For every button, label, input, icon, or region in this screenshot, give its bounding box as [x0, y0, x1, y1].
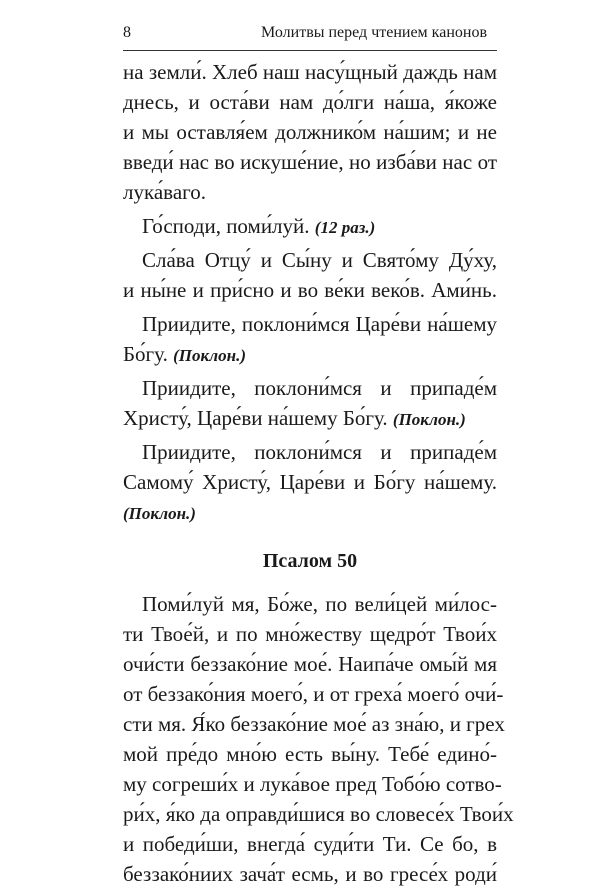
- text-line: Приидите, поклони́мся Царе́ви на́шему: [142, 312, 497, 336]
- text-line: Приидите, поклони́мся и припаде́м: [142, 440, 497, 464]
- text-line: очи́сти беззако́ние мое́. Наипа́че омы́й мя: [123, 652, 497, 676]
- text-line: [123, 211, 497, 241]
- rubric-note: (12 раз.): [314, 218, 376, 237]
- text-line: на земли́. Хлеб наш насу́щный даждь нам: [123, 60, 497, 84]
- page-number: 8: [123, 24, 131, 41]
- text-line: лука́ваго.: [123, 180, 206, 204]
- text-line: Самому́ Христу́, Царе́ви и Бо́гу на́шему.: [123, 470, 497, 494]
- text-line: мой пре́до мно́ю есть вы́ну. Тебе́ едино́-: [123, 742, 497, 766]
- text-line: Приидите, поклони́мся и припаде́м: [142, 376, 497, 400]
- prayer-phrase: Го́споди, поми́луй.: [142, 214, 310, 238]
- text-line: ти Твое́й, и по мно́жеству щедро́т Твои́х: [123, 622, 497, 646]
- text-line: [123, 339, 497, 369]
- psalm-heading: Псалом 50: [262, 550, 358, 572]
- prayer-phrase: Бо́гу.: [123, 342, 168, 366]
- rubric-note: (Поклон.): [123, 504, 196, 523]
- text-line: Сла́ва Отцу́ и Сы́ну и Свято́му Ду́ху,: [142, 248, 497, 272]
- text-line: введи́ нас во искуше́ние, но изба́ви нас от: [123, 150, 497, 174]
- text-line: днесь, и оста́ви нам до́лги на́ша, я́коже: [123, 90, 497, 114]
- rubric-note: (Поклон.): [392, 410, 466, 429]
- prayer-phrase: Христу́, Царе́ви на́шему Бо́гу.: [123, 406, 388, 430]
- text-line: сти мя. Я́ко беззако́ние мое́ аз зна́ю, и грех: [123, 712, 505, 736]
- text-line: от беззако́ния моего́, и от греха́ моего́ очи́-: [123, 682, 504, 706]
- text-line: и ны́не и при́сно и во ве́ки веко́в. Ами́нь.: [123, 278, 497, 302]
- text-line: [123, 497, 497, 527]
- running-title: Молитвы перед чтением канонов: [261, 24, 487, 41]
- running-header: [123, 20, 497, 51]
- prayer-text: [123, 57, 514, 889]
- text-line: беззако́ниих зача́т есмь, и во гресе́х роди́: [123, 862, 497, 886]
- text-line: и мы оставля́ем должнико́м на́шим; и не: [123, 120, 497, 144]
- text-line: ри́х, я́ко да оправди́шися во словесе́х Твои́х: [123, 802, 514, 826]
- text-line: му согреши́х и лука́вое пред Тобо́ю сотво-: [123, 772, 502, 796]
- text-line: [123, 403, 497, 433]
- text-line: Поми́луй мя, Бо́же, по вели́цей ми́лос-: [142, 592, 497, 616]
- text-line: и победи́ши, внегда́ суди́ти Ти. Се бо, в: [123, 832, 497, 856]
- rubric-note: (Поклон.): [173, 346, 246, 365]
